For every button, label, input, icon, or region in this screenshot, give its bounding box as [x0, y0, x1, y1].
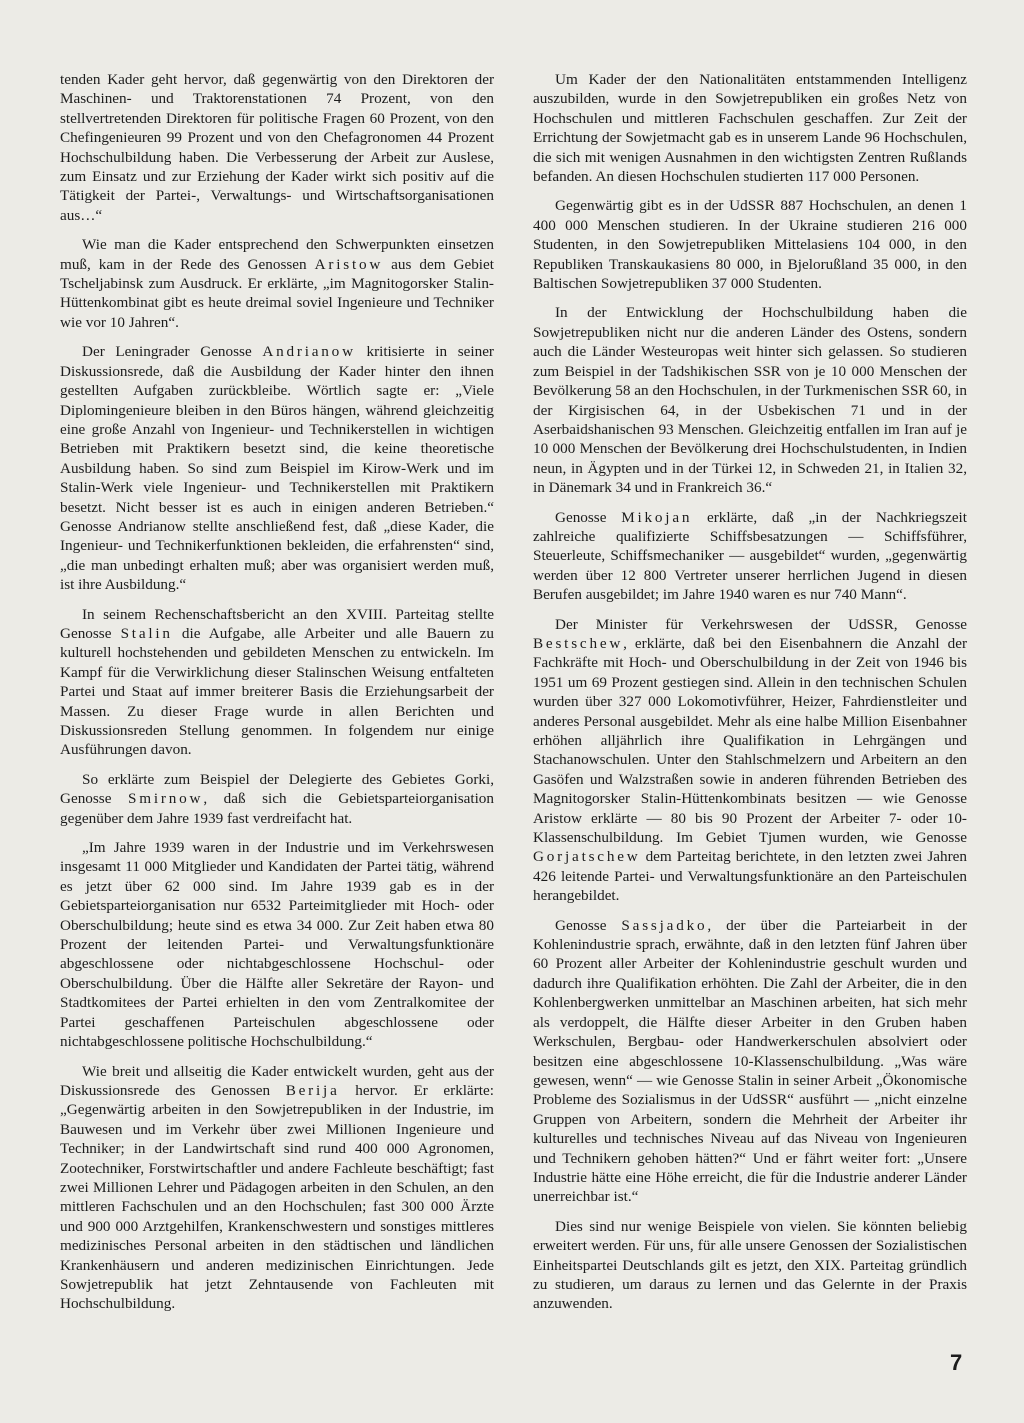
- text-run: , erklärte, daß bei den Eisenbahnern die Anzahl der Fachkräfte mit Hoch- und Oberschulbildung in der Zeit von 1946 bis 1951 um 69 Prozent gestiegen sind. Allein in den technischen Schulen wurden über 327 000 Lokomotivführer, Heizer, Fahrdienstleiter und anderes Personal ausgebildet. Mehr als eine halbe Million Eisenbahner erhöhen alljährlich ihre Qualifikation in Lehrgängen und Stachanowschulen. Unter den Stahlschmelzern und Arbeitern an den Gasöfen und Walzstraßen sowie in anderen führenden Betrieben des Magnitogorsker Stalin-Hüttenkombinats besitzen — wie Genosse Aristow erklärte — 80 bis 90 Prozent der Arbeiter 7- oder 10-Klassenschulbildung. Im Gebiet Tjumen wurden, wie Genosse: [533, 634, 967, 847]
- text-run: So erklärte zum Beispiel der Delegierte des Gebietes Gorki, Genosse: [60, 770, 494, 808]
- paragraph: Gegenwärtig gibt es in der UdSSR 887 Hochschulen, an denen 1 400 000 Menschen studieren. In der Ukraine studieren 216 000 Studenten, in den Sowjetrepubliken Mittelasiens 104 000, in den Republiken Transkaukasiens 80 000, in Bjelorußland 35 000, in den Baltischen Sowjetrepubliken 37 000 Studenten.: [533, 197, 967, 293]
- text-run: Der Leningrader Genosse: [82, 343, 263, 361]
- paragraph: [533, 615, 967, 906]
- paragraph: [60, 342, 494, 594]
- spaced-name: Aristow: [314, 255, 384, 273]
- text-run: dem Parteitag berichtete, in den letzten zwei Jahren 426 leitende Partei- und Verwaltungsfunktionäre an den Parteischulen herangebildet.: [533, 848, 967, 905]
- spaced-name: Bestschew: [533, 634, 624, 652]
- text-run: Genosse: [555, 916, 622, 934]
- text-run: , der über die Parteiarbeit in der Kohlenindustrie sprach, erwähnte, daß in den letzten fünf Jahren über 60 Prozent aller Arbeiter der Kohlenindustrie geschult wurden und dadurch ihre Qualifikation erhöhten. Die Zahl der Arbeiter, die in den Kohlenbergwerken unmittelbar an Maschinen arbeiten, hat sich mehr als verdoppelt, die Hälfte dieser Arbeiter in den Gruben haben Werkschulen, Bergbau- oder Handwerkerschulen absolviert oder besitzen eine abgeschlossene 10-Klassenschulbildung. „Was wäre gewesen, wenn“ — wie Genosse Stalin in seiner Arbeit „Ökonomische Probleme des Sozialismus in der UdSSR“ ausführt — „nicht einzelne Gruppen von Arbeitern, sondern die Mehrheit der Arbeiter ihr kulturelles und technisches Niveau auf das Niveau von Ingenieuren und Technikern gehoben hätten?“ Und er fährt weiter fort: „Unsere Industrie hätte eine Höhe erreicht, die für die Industrie anderer Länder unerreichbar ist.“: [533, 916, 967, 1206]
- left-column: [60, 70, 494, 1324]
- spaced-name: Stalin: [120, 624, 173, 642]
- paragraph: Dies sind nur wenige Beispiele von vielen. Sie könnten beliebig erweitert werden. Für uns, für alle unsere Genossen der Sozialistischen Einheitspartei Deutschlands gilt es jetzt, den XIX. Parteitag gründlich zu studieren, um daraus zu lernen und das Gelernte in der Praxis anzuwenden.: [533, 1217, 967, 1313]
- spaced-name: Sassjadko: [621, 916, 708, 934]
- paragraph: [60, 770, 494, 828]
- text-run: die Aufgabe, alle Arbeiter und alle Bauern zu kulturell hochstehenden und gebildeten Menschen zu entwickeln. Im Kampf für die Verwirklichung dieser Stalinschen Weisung entfalteten Partei und Staat auf immer breiterer Basis die Erziehungsarbeit der Massen. Zu dieser Frage wurde in allen Berichten und Diskussionsreden Stellung genommen. In folgendem nur einige Ausführungen davon.: [60, 624, 494, 759]
- paragraph: [60, 235, 494, 332]
- text-run: aus dem Gebiet Tscheljabinsk zum Ausdruck. Er erklärte, „im Magnitogorsker Stalin-Hüttenkombinat gibt es heute dreimal soviel Ingenieure und Techniker wie vor 10 Jahren“.: [60, 255, 494, 331]
- text-run: In seinem Rechenschaftsbericht an den XVIII. Parteitag stellte Genosse: [60, 605, 494, 642]
- text-run: , daß sich die Gebietsparteiorganisation gegenüber dem Jahre 1939 fast verdreifacht hat.: [60, 790, 494, 827]
- paragraph: [533, 508, 967, 605]
- paragraph: In der Entwicklung der Hochschulbildung haben die Sowjetrepubliken nicht nur die anderen Länder des Ostens, sondern auch die Länder Westeuropas weit hinter sich gelassen. So studieren zum Beispiel in der Tadshikischen SSR von je 10 000 Menschen der Bevölkerung 58 an den Hochschulen, in der Turkmenischen SSR 60, in der Kirgisischen 64, in der Usbekischen 71 und in der Aserbaidshanischen 93 Menschen. Gleichzeitig entfallen im Iran auf je 10 000 Menschen der Bevölkerung drei Hochschulstudenten, in Indien neun, in Ägypten und in der Türkei 12, in Schweden 21, in Italien 32, in Dänemark 34 und in Frankreich 36.“: [533, 304, 967, 497]
- spaced-name: Berija: [285, 1081, 340, 1099]
- paragraph: tenden Kader geht hervor, daß gegenwärtig von den Direktoren der Maschinen- und Traktorenstationen 74 Prozent, von den stellvertretenden Direktoren für politische Fragen 60 Prozent, von den Chefingenieuren 99 Prozent und von den Chefagronomen 44 Prozent Hochschulbildung haben. Die Verbesserung der Arbeit zur Auslese, zum Einsatz und zur Erziehung der Kader wirkt sich positiv auf die Tätigkeit der Partei-, Verwaltungs- und Wirtschaftsorganisationen aus…“: [60, 71, 494, 224]
- spaced-name: Smirnow: [128, 790, 204, 808]
- text-run: erklärte, daß „in der Nachkriegszeit zahlreiche qualifizierte Schiffsbesatzungen — Schiffsführer, Steuerleute, Schiffsmechaniker — ausgebildet“ wurden, „gegenwärtig werden über 12 800 Vertreter unserer herrlichen Jugend in diesen Berufen ausgebildet; im Jahre 1940 waren es nur 740 Mann“.: [533, 508, 967, 604]
- paragraph: [60, 605, 494, 760]
- text-run: Der Minister für Verkehrswesen der UdSSR, Genosse: [555, 615, 967, 633]
- spaced-name: Andrianow: [262, 343, 356, 361]
- page-number: 7: [950, 1350, 963, 1375]
- text-run: Genosse: [555, 508, 622, 526]
- paragraph: [533, 916, 967, 1207]
- spaced-name: Gorjatschew: [533, 848, 641, 866]
- text-run: kritisierte in seiner Diskussionsrede, daß die Ausbildung der Kader hinter den ihnen gestellten Aufgaben zurückbleibe. Wörtlich sagte er: „Viele Diplomingenieure bleiben in den Büros hängen, während gleichzeitig eine große Anzahl von Ingenieur- und Technikerstellen in wichtigen Betrieben mit Praktikern besetzt sind, die keine theoretische Ausbildung haben. So sind zum Beispiel im Kirow-Werk und im Stalin-Werk viele Ingenieur- und Technikerstellen mit Praktikern besetzt. Nicht besser ist es auch in einigen anderen Betrieben.“ Genosse Andrianow stellte anschließend fest, daß „diese Kader, die Ingenieur- und Technikerfunktionen bekleiden, die erfahrensten“ sind, „die man unbedingt erhalten muß; aber was organisiert werden muß, ist ihre Ausbildung.“: [60, 343, 494, 594]
- text-run: hervor. Er erklärte: „Gegenwärtig arbeiten in den Sowjetrepubliken in der Industrie, im Bauwesen und im Verkehr über zwei Millionen Ingenieure und Techniker; in der Landwirtschaft sind rund 400 000 Agronomen, Zootechniker, Forstwirtschaftler und andere Fachleute beschäftigt; fast zwei Millionen Lehrer und Pädagogen arbeiten in den Schulen, an den mittleren Fachschulen und an den Hochschulen; fast 300 000 Ärzte und 900 000 Arztgehilfen, Krankenschwestern und sonstiges mittleres medizinisches Personal arbeiten in den städtischen und ländlichen Krankenhäusern und anderen medizinischen Einrichtungen. Jede Sowjetrepublik hat jetzt Zehntausende von Fachleuten mit Hochschulbildung.: [60, 1081, 494, 1313]
- paragraph: [60, 1062, 494, 1314]
- text-run: Wie man die Kader entsprechend den Schwerpunkten einsetzen muß, kam in der Rede des Genossen: [60, 236, 494, 273]
- paragraph: „Im Jahre 1939 waren in der Industrie und im Verkehrswesen insgesamt 11 000 Mitglieder und Kandidaten der Partei tätig, während es jetzt über 62 000 sind. Im Jahre 1939 gab es in der Gebietsparteiorganisation nur 6532 Parteimitglieder mit Hoch- oder Oberschulbildung; heute sind es etwa 34 000. Zur Zeit haben etwa 80 Prozent der leitenden Partei- und Verwaltungsfunktionäre abgeschlossene oder nichtabgeschlossene Hochschul- oder Oberschulbildung. Über die Hälfte aller Sekretäre der Rayon- und Stadtkomitees der Partei erhielten in den vom Zentralkomitee der Partei geschaffenen Parteischulen abgeschlossene oder nichtabgeschlossene politische Hochschulbildung.“: [60, 839, 494, 1051]
- paragraph: Um Kader der den Nationalitäten entstammenden Intelligenz auszubilden, wurde in den Sowjetrepubliken ein großes Netz von Hochschulen und mittleren Fachschulen geschaffen. Zur Zeit der Errichtung der Sowjetmacht gab es in unserem Lande 96 Hochschulen, die sich mit wenigen Ausnahmen in den wichtigsten Zentren Rußlands befanden. An diesen Hochschulen studierten 117 000 Personen.: [533, 71, 967, 186]
- right-column: [533, 70, 967, 1324]
- text-run: Wie breit und allseitig die Kader entwickelt wurden, geht aus der Diskussionsrede des Genossen: [60, 1062, 494, 1099]
- spaced-name: Mikojan: [621, 508, 693, 526]
